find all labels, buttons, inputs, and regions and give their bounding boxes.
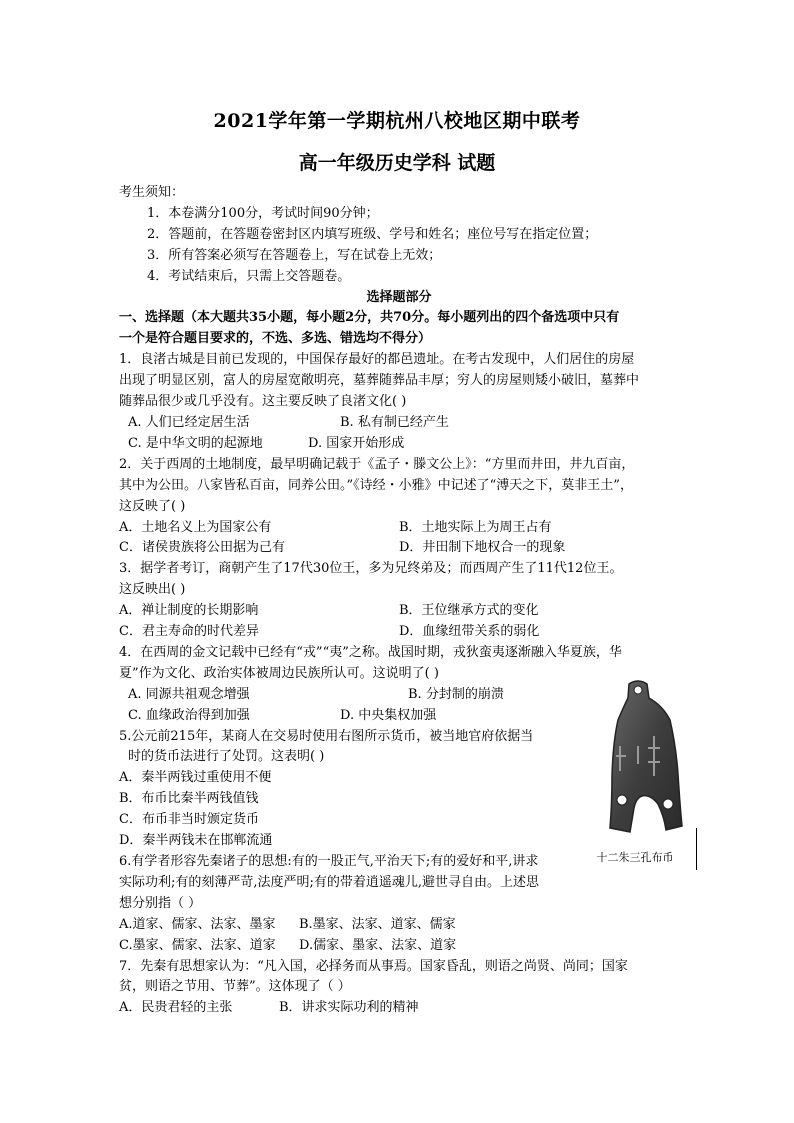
question-2-line: 其中为公田。八家皆私百亩，同养公田。”《诗经・小雅》中记述了“溥天之下，莫非王土”， xyxy=(119,477,633,493)
option-a: A. 人们已经定居生活 xyxy=(128,414,250,430)
option-a: A. 同源共祖观念增强 xyxy=(128,686,250,702)
option-a: A．民贵君轻的主张 xyxy=(119,1000,233,1016)
question-6-line: 实际功利;有的刻薄严苛,法度严明;有的带着逍遥魂儿,避世寻自由。上述思 xyxy=(119,874,540,890)
question-6-options xyxy=(119,936,679,957)
question-1-options xyxy=(119,413,679,434)
option-c: C.墨家、儒家、法家、道家 xyxy=(119,937,276,953)
option-b: B.墨家、法家、道家、儒家 xyxy=(299,916,456,932)
question-7-options xyxy=(119,998,679,1019)
option-b: B．土地实际上为周王占有 xyxy=(399,519,552,535)
option-b: B．讲求实际功利的精神 xyxy=(279,1000,419,1016)
spade-coin-image xyxy=(580,676,698,846)
question-3-line: 3．据学者考订，商朝产生了17代30位王，多为兄终弟及；而西周产生了11代12位王。 xyxy=(119,561,623,577)
option-d: D.儒家、墨家、法家、道家 xyxy=(299,937,457,953)
notice-item: 1．本卷满分100分，考试时间90分钟； xyxy=(147,205,379,221)
question-7-line: 7．先秦有思想家认为：“凡入国，必择务而从事焉。国家昏乱，则语之尚贤、尚同；国家 xyxy=(119,958,628,974)
option-d: D．血缘纽带关系的弱化 xyxy=(399,624,540,640)
option-b: B. 私有制已经产生 xyxy=(340,414,449,430)
notice-item: 4．考试结束后，只需上交答题卷。 xyxy=(147,268,351,284)
option-a: A．禅让制度的长期影响 xyxy=(119,603,259,619)
option-a: A．秦半两钱过重使用不便 xyxy=(119,770,272,786)
option-d: D．井田制下地权合一的现象 xyxy=(399,540,566,556)
option-d: D. 国家开始形成 xyxy=(308,435,405,451)
question-6-line: 6.有学者形容先秦诸子的思想:有的一股正气,平治天下;有的爱好和平,讲求 xyxy=(119,854,539,869)
question-2-line: 这反映了( ) xyxy=(119,498,186,514)
option-c: C．诸侯贵族将公田据为己有 xyxy=(119,540,285,556)
spade-coin-icon xyxy=(580,676,698,842)
option-b: B．王位继承方式的变化 xyxy=(399,603,539,619)
coin-caption: 十二朱三孔布币 xyxy=(596,851,674,864)
option-c: C．布币非当时颁定货币 xyxy=(119,812,259,828)
question-4-line: 4．在西周的金文记载中已经有“戎”“夷”之称。战国时期，戎狄蛮夷逐渐融入华夏族，华 xyxy=(119,644,622,660)
question-3-line: 这反映出( ) xyxy=(119,582,186,598)
caption-border xyxy=(696,828,697,870)
option-b: B. 分封制的崩溃 xyxy=(408,686,504,702)
question-4-line: 夏”作为文化、政治实体被周边民族所认可。这说明了( ) xyxy=(119,665,439,681)
notice-item: 2．答题前，在答题卷密封区内填写班级、学号和姓名；座位号写在指定位置； xyxy=(147,226,598,242)
option-a: A.道家、儒家、法家、墨家 xyxy=(119,916,276,932)
option-d: D．秦半两钱未在邯郸流通 xyxy=(119,833,273,849)
question-2-line: 2．关于西周的土地制度，最早明确记载于《孟子・滕文公上》：“方里而井田，井九百亩， xyxy=(119,456,635,472)
option-a: A．土地名义上为国家公有 xyxy=(119,519,272,535)
exam-body xyxy=(119,183,679,1019)
notice-item: 3．所有答案必须写在答题卷上，写在试卷上无效； xyxy=(147,247,442,263)
option-b: B．布币比秦半两钱值钱 xyxy=(119,791,259,807)
question-1-line: 出现了明显区别，富人的房屋宽敞明亮，墓葬随葬品丰厚；穷人的房屋则矮小破旧，墓葬中 xyxy=(119,373,640,389)
option-c: C. 是中华文明的起源地 xyxy=(128,435,263,451)
notice-heading: 考生须知： xyxy=(119,185,185,200)
question-1-options xyxy=(119,434,679,455)
section-title: 选择题部分 xyxy=(366,289,432,305)
question-6-line: 想分别指（ ） xyxy=(119,895,202,911)
question-1-line: 1．良渚古城是目前已发现的，中国保存最好的都邑遗址。在考古发现中，人们居住的房屋 xyxy=(119,352,635,368)
question-5-line: 5.公元前215年，某商人在交易时使用右图所示货币，被当地官府依据当 xyxy=(119,728,534,744)
exam-subtitle: 高一年级历史学科 试题 xyxy=(298,152,496,174)
option-d: D. 中央集权加强 xyxy=(340,707,437,723)
option-c: C．君主寿命的时代差异 xyxy=(119,624,259,640)
exam-title: 2021学年第一学期杭州八校地区期中联考 xyxy=(213,110,581,132)
question-3-options xyxy=(119,601,679,622)
question-7-line: 贫，则语之节用、节葬”。这体现了（ ） xyxy=(119,979,351,995)
section-instructions-cont: 一个是符合题目要求的，不选、多选、错选均不得分） xyxy=(119,331,432,347)
question-5-line: 时的货币法进行了处罚。这表明( ) xyxy=(128,749,325,765)
question-3-options xyxy=(119,622,679,643)
option-c: C. 血缘政治得到加强 xyxy=(128,707,250,723)
section-instructions: 一、选择题（本大题共35小题，每小题2分，共70分。每小题列出的四个备选项中只有 xyxy=(119,310,620,326)
question-2-options xyxy=(119,538,679,559)
question-2-options xyxy=(119,518,679,539)
question-6-options xyxy=(119,915,679,936)
question-1-line: 随葬品很少或几乎没有。这主要反映了良渚文化( ) xyxy=(119,394,407,410)
